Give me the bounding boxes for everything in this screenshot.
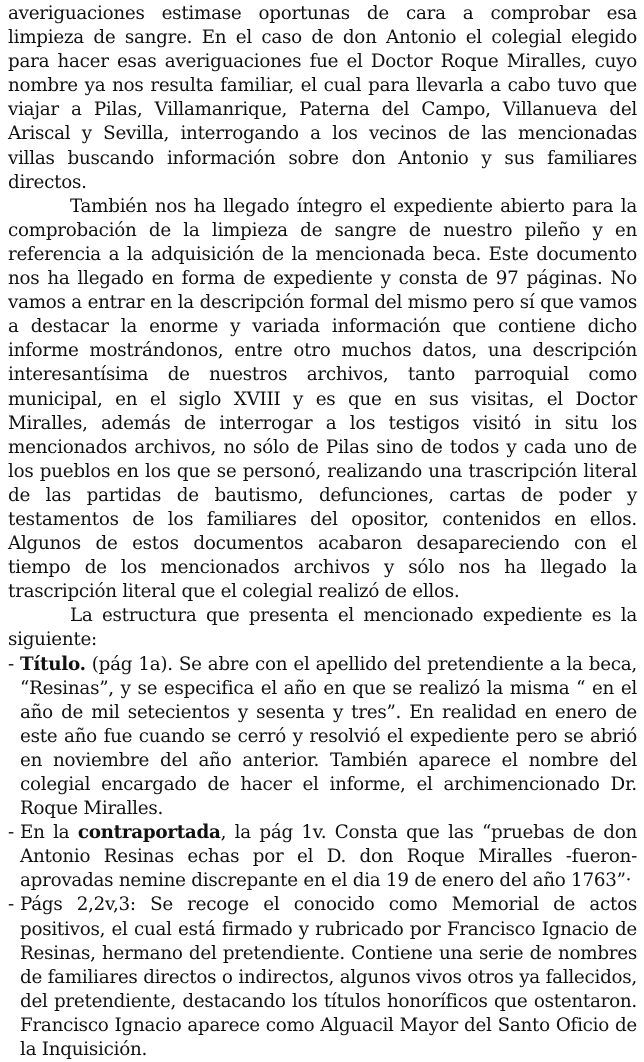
list-item-pags: [8, 893, 637, 1062]
list-item-bold-label: contraportada: [77, 822, 221, 844]
paragraph-3: La estructura que presenta el mencionado expediente es la siguiente:: [8, 605, 637, 651]
paragraph-2: También nos ha llegado íntegro el expediente abierto para la comprobación de la limpieza de sangre de nuestro pileño y en referencia a la adquisición de la mencionada beca. Este documento nos ha llegado en forma de expediente y consta de 97 páginas. No vamos a entrar en la descripción formal del mismo pero sí que vamos a destacar la enorme y variada información que contiene dicho informe mostrándonos, entre otro muchos datos, una descripción interesantísima de nuestros archivos, tanto parroquial como municipal, en el siglo XVIII y es que en sus visitas, el Doctor Miralles, además de interrogar a los testigos visitó in situ los mencionados archivos, no sólo de Pilas sino de todos y cada uno de los pueblos en los que se personó, realizando una trascripción literal de las partidas de bautismo, defunciones, cartas de poder y testamentos de los familiares del opositor, contenidos en ellos. Algunos de estos documentos acabaron desapareciendo con el tiempo de los mencionados archivos y sólo nos ha llegado la trascripción literal que el colegial realizó de ellos.: [8, 195, 637, 603]
list-dash: -: [8, 822, 14, 844]
list-item-bold-label: Título.: [20, 653, 86, 675]
list-item-text: Págs 2,2v,3: Se recoge el conocido como Memorial de actos positivos, el cual está firmado y rubricado por Francisco Ignacio de Resinas, hermano del pretendiente. Contiene una serie de nombres de familiares directos o indirectos, algunos vivos otros ya fallecidos, del pretendiente, destacando los títulos honoríficos que ostentaron. Francisco Ignacio aparece como Alguacil Mayor del Santo Oficio de la Inquisición.: [20, 894, 637, 1061]
list-item-prefix: En la: [20, 822, 78, 844]
list-dash: -: [8, 894, 14, 916]
list-item-titulo: [8, 653, 637, 822]
paragraph-1: averiguaciones estimase oportunas de cara a comprobar esa limpieza de sangre. En el caso de don Antonio el colegial elegido para hacer esas averiguaciones fue el Doctor Roque Miralles, cuyo nombre ya nos resulta familiar, el cual para llevarla a cabo tuvo que viajar a Pilas, Villamanrique, Paterna del Campo, Villanueva del Ariscal y Sevilla, interrogando a los vecinos de las mencionadas villas buscando información sobre don Antonio y sus familiares directos.: [8, 3, 637, 193]
list-item-text: (pág 1a). Se abre con el apellido del pretendiente a la beca, “Resinas”, y se especifica el año en que se realizó la misma “ en el año de mil setecientos y sesenta y tres”. En realidad en enero de este año fue cuando se cerró y resolvió el expediente pero se abrió en noviembre del año anterior. También aparece el nombre del colegial encargado de hacer el informe, el archimencionado Dr. Roque Miralles.: [20, 653, 637, 820]
list-item-contraportada: [8, 821, 637, 893]
list-item-text: , la pág 1v. Consta que las “pruebas de don Antonio Resinas echas por el D. don Roque Miralles -fueron- aprovadas nemine discrepante en el dia 19 de enero del año 1763”·: [20, 822, 637, 892]
list-dash: -: [8, 653, 14, 675]
